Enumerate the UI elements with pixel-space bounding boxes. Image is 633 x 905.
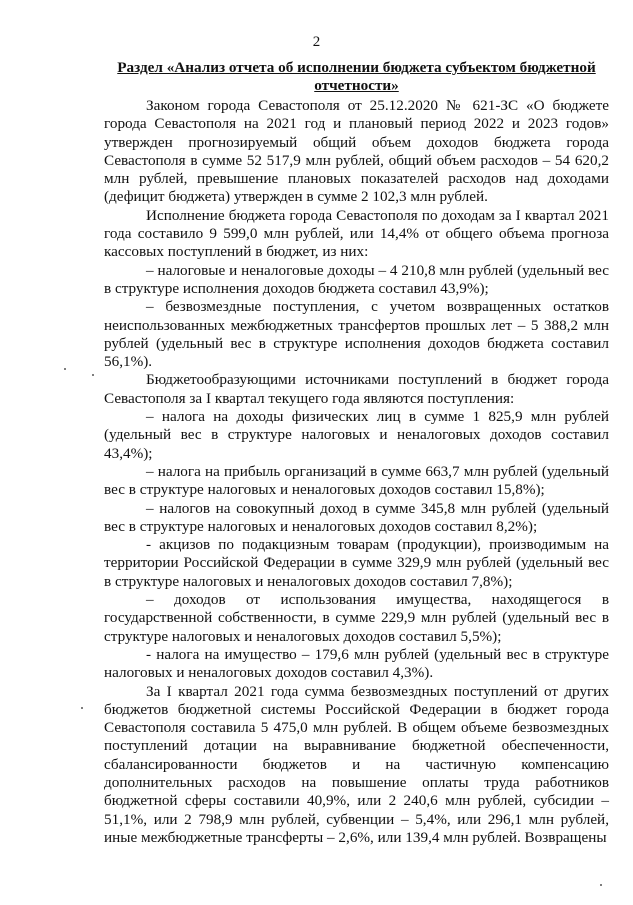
scan-speck — [600, 884, 602, 886]
list-item-excise: - акцизов по подакцизным товарам (продукции), производимым на территории Российской Федерации в сумме 329,9 млн рублей (удельный вес в структуре налоговых и неналоговых доходов составил 7,8%); — [104, 536, 609, 590]
document-body — [104, 97, 609, 847]
paragraph-main-sources: Бюджетообразующими источниками поступлений в бюджет города Севастополя за I квартал текущего года являются поступления: — [104, 371, 609, 407]
section-heading: Раздел «Анализ отчета об исполнении бюджета субъектом бюджетной отчетности» — [117, 59, 596, 95]
scan-speck — [81, 707, 83, 709]
scan-speck — [64, 368, 66, 370]
list-item-income-tax: – налога на доходы физических лиц в сумме 1 825,9 млн рублей (удельный вес в структуре налоговых и неналоговых доходов составил 43,4%); — [104, 408, 609, 462]
scan-speck — [92, 374, 94, 376]
paragraph-transfers: За I квартал 2021 года сумма безвозмездных поступлений от других бюджетов бюджетной системы Российской Федерации в бюджет города Севастополя составила 5 475,0 млн рублей. В общем объеме безвозмездных поступлений дотации на выравнивание бюджетной обеспеченности, сбалансированности бюджетов и на частичную компенсацию дополнительных расходов на повышение оплаты труда работников бюджетной сферы составили 40,9%, или 2 240,6 млн рублей, субсидии – 51,1%, или 2 798,9 млн рублей, субвенции – 5,4%, или 296,1 млн рублей, иные межбюджетные трансферты – 2,6%, или 139,4 млн рублей. Возвращены — [104, 682, 609, 846]
list-item-aggregate-income-tax: – налогов на совокупный доход в сумме 345,8 млн рублей (удельный вес в структуре налоговых и неналоговых доходов составил 8,2%); — [104, 499, 609, 535]
list-item-property-use: – доходов от использования имущества, находящегося в государственной собственности, в сумме 229,9 млн рублей (удельный вес в структуре налоговых и неналоговых доходов составил 5,5%); — [104, 591, 609, 645]
page-number: 2 — [312, 34, 321, 50]
list-item-profit-tax: – налога на прибыль организаций в сумме 663,7 млн рублей (удельный вес в структуре налоговых и неналоговых доходов составил 15,8%); — [104, 462, 609, 499]
list-item-property-tax: - налога на имущество – 179,6 млн рублей (удельный вес в структуре налоговых и неналоговых доходов составил 4,3%). — [104, 645, 609, 682]
list-item-grants: – безвозмездные поступления, с учетом возвращенных остатков неиспользованных межбюджетных трансфертов прошлых лет – 5 388,2 млн рублей (удельный вес в структуре исполнения доходов бюджета составил 56,1%). — [104, 298, 609, 371]
paragraph-budget-law: Законом города Севастополя от 25.12.2020 № 621-ЗС «О бюджете города Севастополя на 2021 год и плановый период 2022 и 2023 годов» утвержден прогнозируемый общий объем доходов бюджета города Севастополя в сумме 52 517,9 млн рублей, общий объем расходов – 54 620,2 млн рублей, превышение плановых показателей расходов над доходами (дефицит бюджета) утвержден в сумме 2 102,3 млн рублей. — [104, 97, 609, 206]
paragraph-revenue-execution: Исполнение бюджета города Севастополя по доходам за I квартал 2021 года составило 9 599,0 млн рублей, или 14,4% от общего объема прогноза кассовых поступлений в бюджет, из них: — [104, 206, 609, 261]
list-item-tax-revenue: – налоговые и неналоговые доходы – 4 210,8 млн рублей (удельный вес в структуре исполнения доходов бюджета составил 43,9%); — [104, 261, 609, 297]
